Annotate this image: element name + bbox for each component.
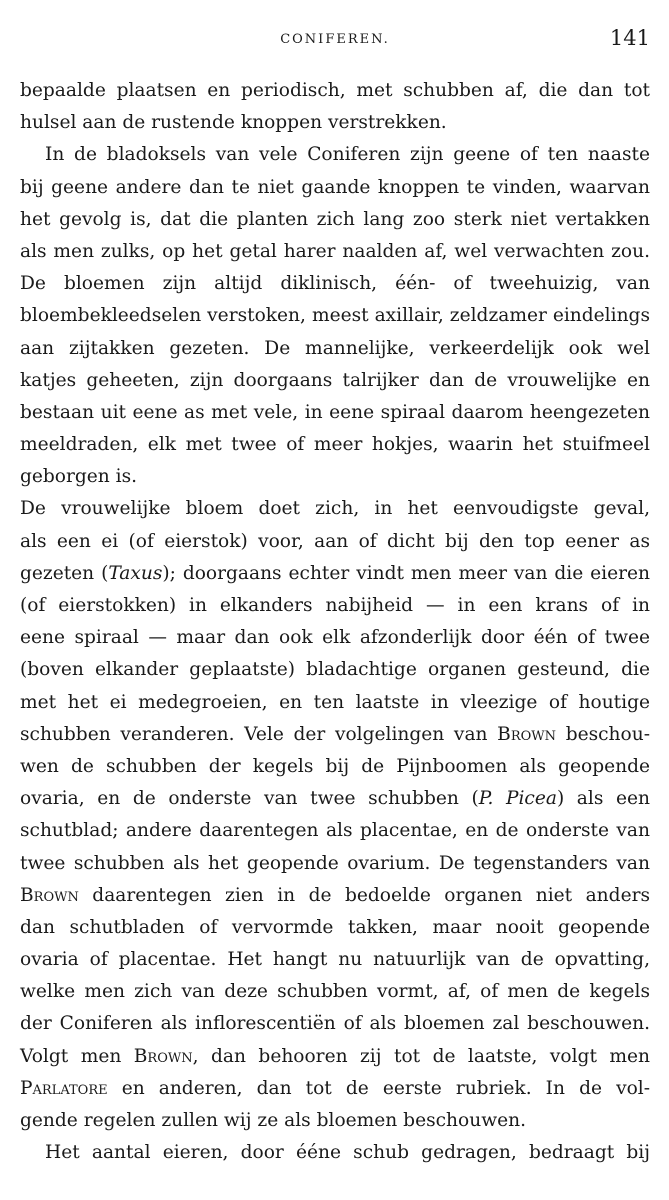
text-line: gezeten (Taxus); doorgaans echter vindt men meer van die eieren: [20, 562, 650, 584]
text-line: der Coniferen als inflorescentiën of als bloemen zal beschouwen.: [20, 1013, 650, 1035]
author-name: Brown: [497, 723, 557, 745]
text-line: aan zijtakken gezeten. De mannelijke, verkeerdelijk ook wel: [20, 337, 650, 359]
text-line: twee schubben als het geopende ovarium. De tegenstanders van: [20, 852, 650, 874]
text-line: wen de schubben der kegels bij de Pijnboomen als geopende: [20, 755, 650, 777]
text-line: bij geene andere dan te niet gaande knoppen te vinden, waarvan: [20, 176, 650, 198]
text-line: katjes geheeten, zijn doorgaans talrijker dan de vrouwelijke en: [20, 369, 650, 391]
author-name: Brown: [20, 884, 79, 906]
text-line: bepaalde plaatsen en periodisch, met schubben af, die dan tot: [20, 80, 650, 101]
text-line: als men zulks, op het getal harer naalden af, wel verwachten zou.: [20, 240, 650, 262]
text-line: ovaria of placentae. Het hangt nu natuurlijk van de opvatting,: [20, 949, 650, 971]
paragraph-start-line: In de bladoksels van vele Coniferen zijn geene of ten naaste: [45, 144, 650, 166]
text-line: (boven elkander geplaatste) bladachtige organen gesteund, die: [20, 659, 650, 681]
author-name: Brown: [133, 1045, 193, 1067]
text-line: het gevolg is, dat die planten zich lang zoo sterk niet vertakken: [20, 208, 650, 230]
paragraph-start-line: Het aantal eieren, door ééne schub gedragen, bedraagt bij: [45, 1142, 650, 1164]
text-line: eene spiraal — maar dan ook elk afzonderlijk door één of twee: [20, 627, 650, 649]
italic-taxon: Taxus: [108, 562, 163, 584]
text-line: Parlatore en anderen, dan tot de eerste rubriek. In de vol-: [20, 1077, 650, 1099]
text-line: Brown daarentegen zien in de bedoelde organen niet anders: [20, 884, 650, 906]
running-title: CONIFEREN.: [280, 32, 390, 47]
page-header: [20, 26, 650, 56]
text-line: ovaria, en de onderste van twee schubben (P. Picea) als een: [20, 788, 650, 810]
text-line: (of eierstokken) in elkanders nabijheid — in een krans of in: [20, 595, 650, 616]
page-number: 141: [609, 26, 650, 50]
text-line: dan schutbladen of vervormde takken, maar nooit geopende: [20, 916, 650, 938]
text-line: welke men zich van deze schubben vormt, af, of men de kegels: [20, 981, 650, 1003]
text-line: bloembekleedselen verstoken, meest axillair, zeldzamer eindelings: [20, 305, 650, 327]
author-name: Parlatore: [20, 1077, 108, 1099]
paragraph-start-line: De bloemen zijn altijd diklinisch, één- of tweehuizig, van: [20, 273, 650, 295]
text-line: als een ei (of eierstok) voor, aan of dicht bij den top eener as: [20, 530, 650, 552]
text-line: gende regelen zullen wij ze als bloemen beschouwen.: [20, 1110, 526, 1131]
text-line: met het ei medegroeien, en ten laatste in vleezige of houtige: [20, 691, 650, 713]
text-line: schutblad; andere daarentegen als placentae, en de onderste van: [20, 820, 650, 842]
text-line: meeldraden, elk met twee of meer hokjes, waarin het stuifmeel: [20, 434, 650, 456]
text-line: schubben veranderen. Vele der volgelingen van Brown beschou-: [20, 723, 650, 745]
italic-taxon: P. Picea: [478, 788, 557, 810]
body-text: [20, 75, 650, 1169]
paragraph-start-line: De vrouwelijke bloem doet zich, in het eenvoudigste geval,: [20, 498, 650, 520]
text-line: hulsel aan de rustende knoppen verstrekken.: [20, 112, 447, 134]
text-line: Volgt men Brown, dan behooren zij tot de laatste, volgt men: [20, 1045, 650, 1067]
text-line: geborgen is.: [20, 466, 138, 488]
text-line: bestaan uit eene as met vele, in eene spiraal daarom heengezeten: [20, 401, 650, 423]
